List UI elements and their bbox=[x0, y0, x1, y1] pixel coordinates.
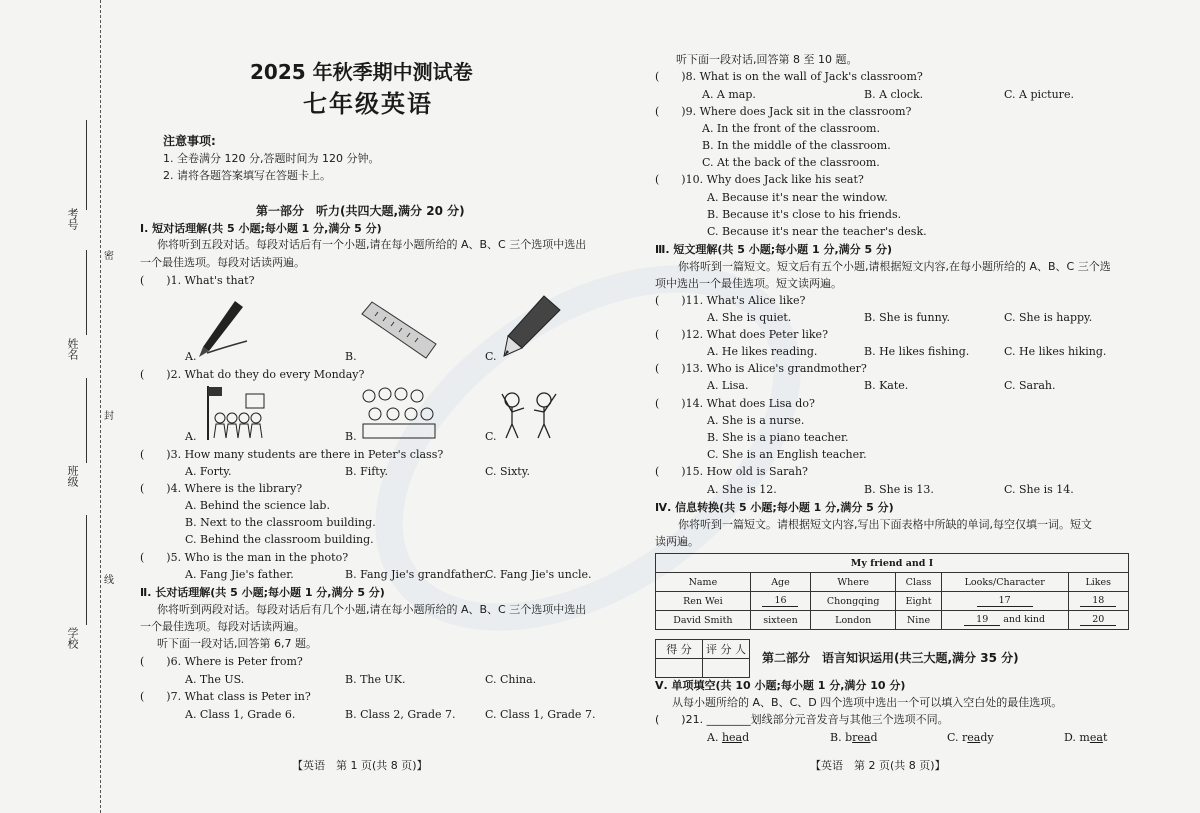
answer-blank[interactable]: 16 bbox=[762, 595, 798, 607]
notes-heading: 注意事项: bbox=[163, 134, 216, 148]
question-10: ( )10. Why does Jack like his seat? bbox=[655, 173, 864, 186]
flag-raising-picture bbox=[196, 384, 268, 442]
sec4-instr-2: 读两遍。 bbox=[655, 535, 699, 548]
exam-number-label: 考号 bbox=[66, 208, 79, 230]
sec2-heading: Ⅱ. 长对话理解(共 5 小题;每小题 1 分,满分 5 分) bbox=[140, 586, 385, 599]
q4-option-b: B. Next to the classroom building. bbox=[185, 516, 376, 529]
q6-option-a: A. The US. bbox=[185, 673, 245, 686]
q8-option-b: B. A clock. bbox=[864, 88, 924, 101]
seal-char-3: 线 bbox=[104, 570, 114, 587]
q12-option-b: B. He likes fishing. bbox=[864, 345, 970, 358]
table-cell: Ren Wei bbox=[656, 592, 751, 611]
exam-number-line bbox=[86, 120, 87, 210]
table-cell: London bbox=[811, 611, 896, 630]
score-label: 得 分 bbox=[656, 640, 703, 659]
q15-option-c: C. She is 14. bbox=[1004, 483, 1074, 496]
pen-picture bbox=[195, 295, 255, 359]
q7-option-b: B. Class 2, Grade 7. bbox=[345, 708, 456, 721]
q3-option-c: C. Sixty. bbox=[485, 465, 530, 478]
q9-option-b: B. In the middle of the classroom. bbox=[702, 139, 891, 152]
sec5-heading: Ⅴ. 单项填空(共 10 小题;每小题 1 分,满分 10 分) bbox=[655, 679, 906, 692]
q8-option-c: C. A picture. bbox=[1004, 88, 1074, 101]
question-2: ( )2. What do they do every Monday? bbox=[140, 368, 365, 381]
question-21: ( )21. ________划线部分元音发音与其他三个选项不同。 bbox=[655, 713, 949, 726]
q2-option-b: B. bbox=[345, 430, 357, 443]
q10-option-a: A. Because it's near the window. bbox=[707, 191, 888, 204]
q9-option-a: A. In the front of the classroom. bbox=[702, 122, 880, 135]
q3-option-b: B. Fifty. bbox=[345, 465, 388, 478]
table-header: Name bbox=[656, 573, 751, 592]
q21-option-c: C. ready bbox=[947, 731, 994, 744]
q5-option-c: C. Fang Jie's uncle. bbox=[485, 568, 592, 581]
class-label: 班级 bbox=[66, 465, 79, 487]
question-7: ( )7. What class is Peter in? bbox=[140, 690, 311, 703]
question-9: ( )9. Where does Jack sit in the classroom? bbox=[655, 105, 912, 118]
table-cell: Chongqing bbox=[811, 592, 896, 611]
table-header: Looks/Character bbox=[941, 573, 1068, 592]
footer-page-1: 【英语 第 1 页(共 8 页)】 bbox=[292, 759, 428, 772]
table-cell bbox=[941, 611, 1068, 630]
sec3-instr-1: 你将听到一篇短文。短文后有五个小题,请根据短文内容,在每小题所给的 A、B、C 三个选 bbox=[678, 260, 1111, 273]
page-title: 2025 年秋季期中测试卷 bbox=[250, 60, 473, 84]
q1-option-a: A. bbox=[185, 350, 197, 363]
question-6: ( )6. Where is Peter from? bbox=[140, 655, 303, 668]
question-11: ( )11. What's Alice like? bbox=[655, 294, 806, 307]
sec2-instr-2: 一个最佳选项。每段对话读两遍。 bbox=[140, 620, 305, 633]
q5-option-b: B. Fang Jie's grandfather. bbox=[345, 568, 487, 581]
q14-option-b: B. She is a piano teacher. bbox=[707, 431, 849, 444]
q7-option-a: A. Class 1, Grade 6. bbox=[185, 708, 296, 721]
q10-option-c: C. Because it's near the teacher's desk. bbox=[707, 225, 927, 238]
q11-option-c: C. She is happy. bbox=[1004, 311, 1093, 324]
table-cell: Nine bbox=[896, 611, 942, 630]
sec3-instr-2: 项中选出一个最佳选项。短文读两遍。 bbox=[655, 277, 842, 290]
q4-option-c: C. Behind the classroom building. bbox=[185, 533, 374, 546]
q1-option-c: C. bbox=[485, 350, 497, 363]
score-field[interactable] bbox=[656, 659, 703, 678]
q6-option-c: C. China. bbox=[485, 673, 537, 686]
table-cell-text: and kind bbox=[1003, 614, 1046, 625]
q13-option-b: B. Kate. bbox=[864, 379, 909, 392]
q21-option-a: A. head bbox=[707, 731, 750, 744]
name-line bbox=[86, 250, 87, 335]
sec1-heading: Ⅰ. 短对话理解(共 5 小题;每小题 1 分,满分 5 分) bbox=[140, 222, 382, 235]
table-header-row bbox=[656, 573, 1129, 592]
score-box bbox=[655, 639, 750, 678]
part1-heading: 第一部分 听力(共四大题,满分 20 分) bbox=[256, 204, 465, 218]
q13-option-a: A. Lisa. bbox=[707, 379, 749, 392]
sec5-instr: 从每小题所给的 A、B、C、D 四个选项中选出一个可以填入空白处的最佳选项。 bbox=[672, 696, 1063, 709]
notes-item-1: 1. 全卷满分 120 分,答题时间为 120 分钟。 bbox=[163, 152, 380, 165]
q10-option-b: B. Because it's close to his friends. bbox=[707, 208, 902, 221]
table-caption: My friend and I bbox=[656, 554, 1129, 573]
q12-option-a: A. He likes reading. bbox=[707, 345, 818, 358]
question-15: ( )15. How old is Sarah? bbox=[655, 465, 808, 478]
q15-option-a: A. She is 12. bbox=[707, 483, 777, 496]
fold-dashed-line bbox=[100, 0, 101, 813]
school-line bbox=[86, 515, 87, 625]
dialogue-1-intro: 听下面一段对话,回答第 6,7 题。 bbox=[157, 637, 317, 650]
seal-char-1: 密 bbox=[104, 246, 114, 263]
q12-option-c: C. He likes hiking. bbox=[1004, 345, 1107, 358]
answer-blank[interactable]: 18 bbox=[1080, 595, 1116, 607]
sec4-heading: Ⅳ. 信息转换(共 5 小题;每小题 1 分,满分 5 分) bbox=[655, 501, 894, 514]
dialogue-2-intro: 听下面一段对话,回答第 8 至 10 题。 bbox=[676, 53, 858, 66]
q2-option-a: A. bbox=[185, 430, 197, 443]
table-cell: sixteen bbox=[750, 611, 810, 630]
question-13: ( )13. Who is Alice's grandmother? bbox=[655, 362, 867, 375]
footer-page-2: 【英语 第 2 页(共 8 页)】 bbox=[810, 759, 946, 772]
q9-option-c: C. At the back of the classroom. bbox=[702, 156, 880, 169]
q4-option-a: A. Behind the science lab. bbox=[185, 499, 330, 512]
q2-option-c: C. bbox=[485, 430, 497, 443]
q21-option-b: B. bread bbox=[830, 731, 878, 744]
question-4: ( )4. Where is the library? bbox=[140, 482, 303, 495]
sec4-instr-1: 你将听到一篇短文。请根据短文内容,写出下面表格中所缺的单词,每空仅填一词。短文 bbox=[678, 518, 1092, 531]
question-14: ( )14. What does Lisa do? bbox=[655, 397, 815, 410]
table-cell bbox=[1068, 592, 1128, 611]
grader-field[interactable] bbox=[703, 659, 750, 678]
page-subtitle: 七年级英语 bbox=[303, 90, 433, 118]
grader-label: 评 分 人 bbox=[703, 640, 750, 659]
class-line bbox=[86, 378, 87, 463]
question-12: ( )12. What does Peter like? bbox=[655, 328, 828, 341]
question-3: ( )3. How many students are there in Peter's class? bbox=[140, 448, 444, 461]
q6-option-b: B. The UK. bbox=[345, 673, 406, 686]
school-label: 学校 bbox=[66, 627, 79, 649]
table-cell bbox=[941, 592, 1068, 611]
table-header: Age bbox=[750, 573, 810, 592]
sec1-instr-1: 你将听到五段对话。每段对话后有一个小题,请在每小题所给的 A、B、C 三个选项中选出 bbox=[157, 238, 587, 251]
table-cell: David Smith bbox=[656, 611, 751, 630]
exercise-picture bbox=[496, 384, 564, 442]
q7-option-c: C. Class 1, Grade 7. bbox=[485, 708, 596, 721]
q14-option-c: C. She is an English teacher. bbox=[707, 448, 867, 461]
table-row bbox=[656, 611, 1129, 630]
sec3-heading: Ⅲ. 短文理解(共 5 小题;每小题 1 分,满分 5 分) bbox=[655, 243, 892, 256]
answer-blank[interactable]: 20 bbox=[1080, 614, 1116, 626]
info-table bbox=[655, 553, 1129, 630]
question-1: ( )1. What's that? bbox=[140, 274, 255, 287]
q1-option-b: B. bbox=[345, 350, 357, 363]
table-cell bbox=[750, 592, 810, 611]
seal-char-2: 封 bbox=[104, 406, 114, 423]
q11-option-b: B. She is funny. bbox=[864, 311, 950, 324]
question-8: ( )8. What is on the wall of Jack's classroom? bbox=[655, 70, 923, 83]
table-cell bbox=[1068, 611, 1128, 630]
table-header: Class bbox=[896, 573, 942, 592]
pencil-picture bbox=[500, 292, 564, 360]
notes-item-2: 2. 请将各题答案填写在答题卡上。 bbox=[163, 169, 331, 182]
table-cell: Eight bbox=[896, 592, 942, 611]
q15-option-b: B. She is 13. bbox=[864, 483, 934, 496]
ruler-picture bbox=[358, 300, 438, 360]
q3-option-a: A. Forty. bbox=[185, 465, 232, 478]
table-row bbox=[656, 592, 1129, 611]
answer-blank[interactable]: 19 bbox=[964, 614, 1000, 626]
table-header: Where bbox=[811, 573, 896, 592]
answer-blank[interactable]: 17 bbox=[977, 595, 1033, 607]
sec1-instr-2: 一个最佳选项。每段对话读两遍。 bbox=[140, 256, 305, 269]
class-picture bbox=[357, 384, 439, 442]
q21-option-d: D. meat bbox=[1064, 731, 1108, 744]
part2-heading: 第二部分 语言知识运用(共三大题,满分 35 分) bbox=[762, 651, 1019, 665]
question-5: ( )5. Who is the man in the photo? bbox=[140, 551, 349, 564]
name-label: 姓名 bbox=[66, 338, 79, 360]
q5-option-a: A. Fang Jie's father. bbox=[185, 568, 294, 581]
sec2-instr-1: 你将听到两段对话。每段对话后有几个小题,请在每小题所给的 A、B、C 三个选项中选出 bbox=[157, 603, 587, 616]
q11-option-a: A. She is quiet. bbox=[707, 311, 792, 324]
table-header: Likes bbox=[1068, 573, 1128, 592]
q13-option-c: C. Sarah. bbox=[1004, 379, 1056, 392]
q8-option-a: A. A map. bbox=[702, 88, 756, 101]
q14-option-a: A. She is a nurse. bbox=[707, 414, 805, 427]
